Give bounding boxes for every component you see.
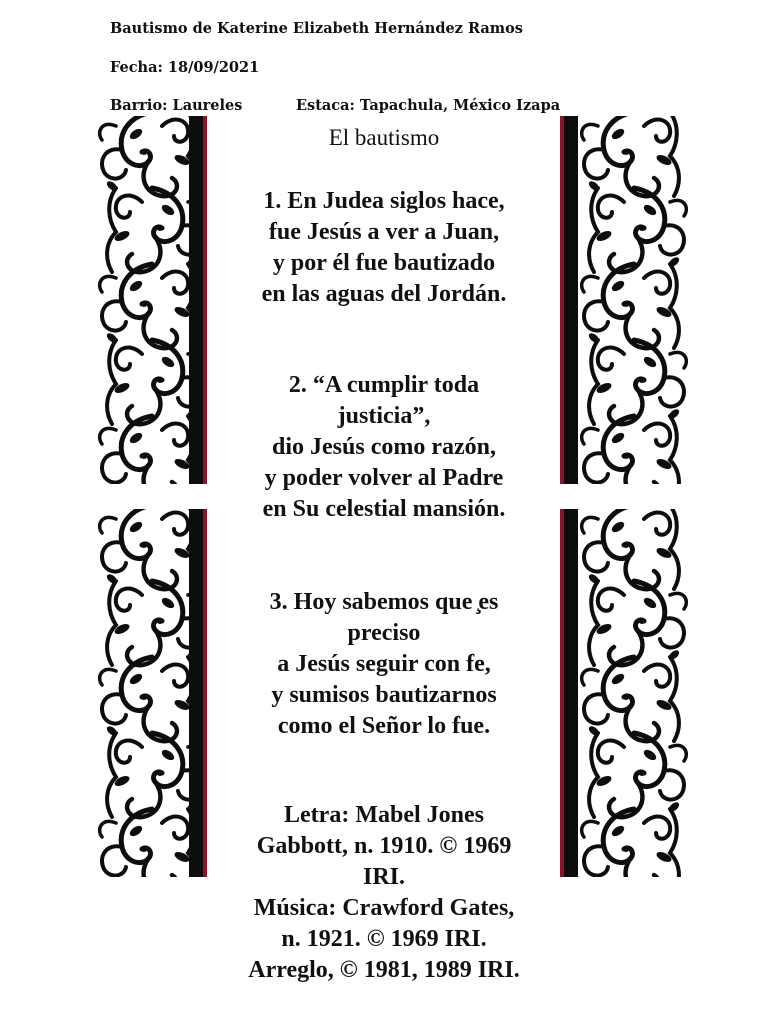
credit-line: IRI.: [362, 864, 405, 890]
border-stripe-bottom-right: [560, 509, 578, 877]
verse-line: justicia”,: [337, 403, 431, 429]
verse-line: a Jesús seguir con fe,: [277, 651, 491, 677]
verse-line: y sumisos bautizarnos: [271, 682, 497, 708]
document-ward: Barrio: Laureles: [110, 97, 243, 114]
hymn-title: El bautismo: [328, 125, 440, 150]
damask-panel-bottom-right: [578, 509, 690, 877]
document-header-title: Bautismo de Katerine Elizabeth Hernández Ramos: [110, 20, 523, 37]
credit-line: Letra: Mabel Jones: [284, 802, 484, 828]
verse-line: y poder volver al Padre: [264, 465, 504, 491]
verse-line: 2. “A cumplir toda: [288, 372, 480, 398]
verse-line: y por él fue bautizado: [272, 250, 496, 276]
verse-line: fue Jesús a ver a Juan,: [268, 219, 500, 245]
document-date: Fecha: 18/09/2021: [110, 59, 260, 76]
credit-line: Arreglo, © 1981, 1989 IRI.: [248, 957, 520, 983]
hymn-verse-1: [210, 186, 558, 310]
credit-line: n. 1921. © 1969 IRI.: [281, 926, 487, 952]
border-stripe-top-right: [560, 116, 578, 484]
damask-panel-top-right: [578, 116, 690, 484]
credit-line: Gabbott, n. 1910. © 1969: [256, 833, 512, 859]
verse-line: en las aguas del Jordán.: [261, 281, 507, 307]
verse-line: 1. En Judea siglos hace,: [263, 188, 505, 214]
border-stripe-top-left: [189, 116, 207, 484]
document-stake: Estaca: Tapachula, México Izapa: [296, 97, 561, 114]
verse-line: dio Jesús como razón,: [272, 434, 496, 460]
verse-line: preciso: [347, 620, 421, 646]
verse-line: en Su celestial mansión.: [262, 496, 506, 522]
hymn-verse-2: [210, 370, 558, 525]
verse-line: como el Señor lo fue.: [277, 713, 491, 739]
hymn-verse-3: [210, 587, 558, 742]
hymn-credits: [210, 800, 558, 986]
verse-line: 3. Hoy sabemos que ̧es: [269, 589, 499, 615]
credit-line: Música: Crawford Gates,: [253, 895, 515, 921]
border-stripe-bottom-left: [189, 509, 207, 877]
